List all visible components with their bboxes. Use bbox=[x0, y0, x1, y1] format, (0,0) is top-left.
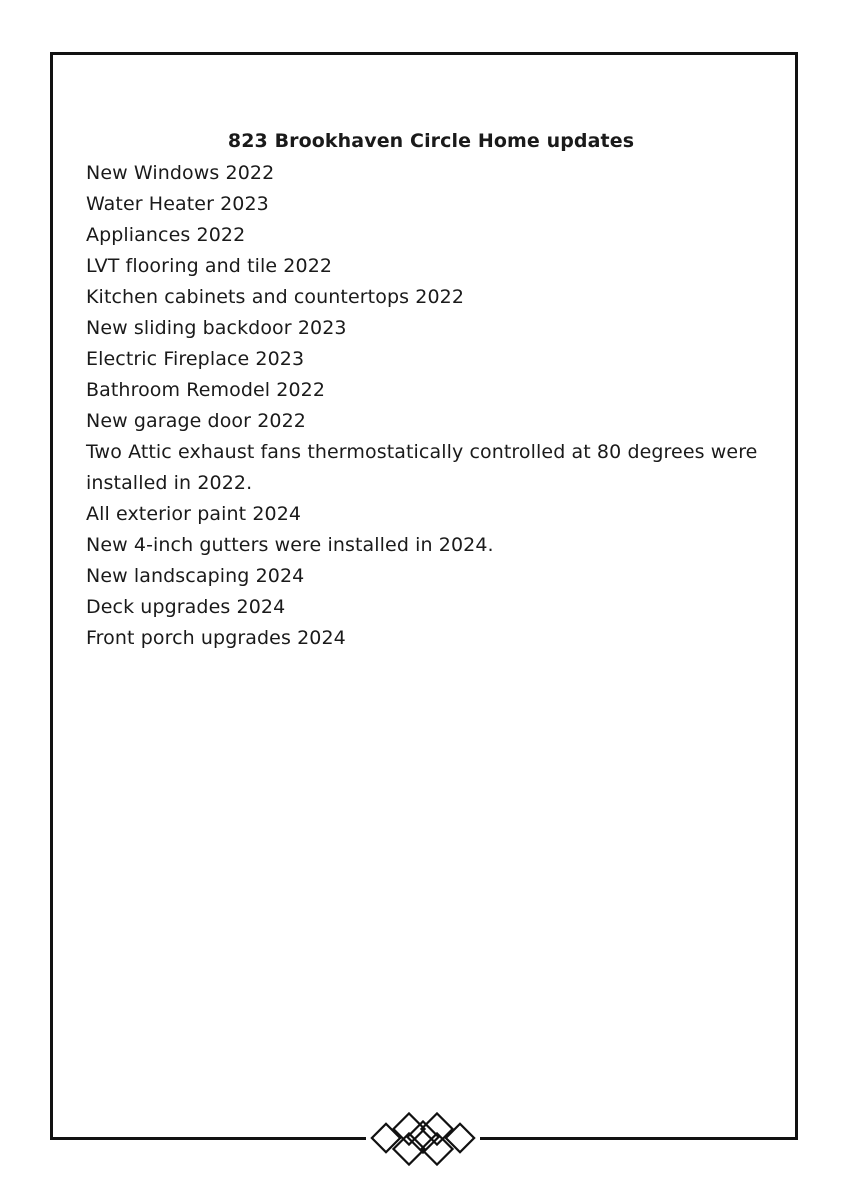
list-item: Appliances 2022 bbox=[86, 224, 246, 246]
list-item: Two Attic exhaust fans thermostatically controlled at 80 degrees were installed in 2022. bbox=[86, 441, 758, 494]
document-content bbox=[86, 124, 776, 654]
page-title: 823 Brookhaven Circle Home updates bbox=[227, 130, 635, 152]
page-border-bottom-left bbox=[50, 1137, 366, 1140]
update-list bbox=[86, 158, 776, 654]
interlocking-diamonds-icon bbox=[366, 1106, 480, 1172]
list-item: All exterior paint 2024 bbox=[86, 503, 302, 525]
list-item: New garage door 2022 bbox=[86, 410, 306, 432]
list-item: New Windows 2022 bbox=[86, 162, 275, 184]
list-item: New sliding backdoor 2023 bbox=[86, 317, 347, 339]
list-item: Electric Fireplace 2023 bbox=[86, 348, 305, 370]
list-item: Kitchen cabinets and countertops 2022 bbox=[86, 286, 465, 308]
page-border-bottom-right bbox=[480, 1137, 798, 1140]
list-item: New 4-inch gutters were installed in 2024. bbox=[86, 534, 494, 556]
list-item: LVT flooring and tile 2022 bbox=[86, 255, 333, 277]
list-item: Front porch upgrades 2024 bbox=[86, 627, 346, 649]
list-item: Water Heater 2023 bbox=[86, 193, 269, 215]
list-item: Bathroom Remodel 2022 bbox=[86, 379, 326, 401]
list-item: Deck upgrades 2024 bbox=[86, 596, 286, 618]
list-item: New landscaping 2024 bbox=[86, 565, 305, 587]
